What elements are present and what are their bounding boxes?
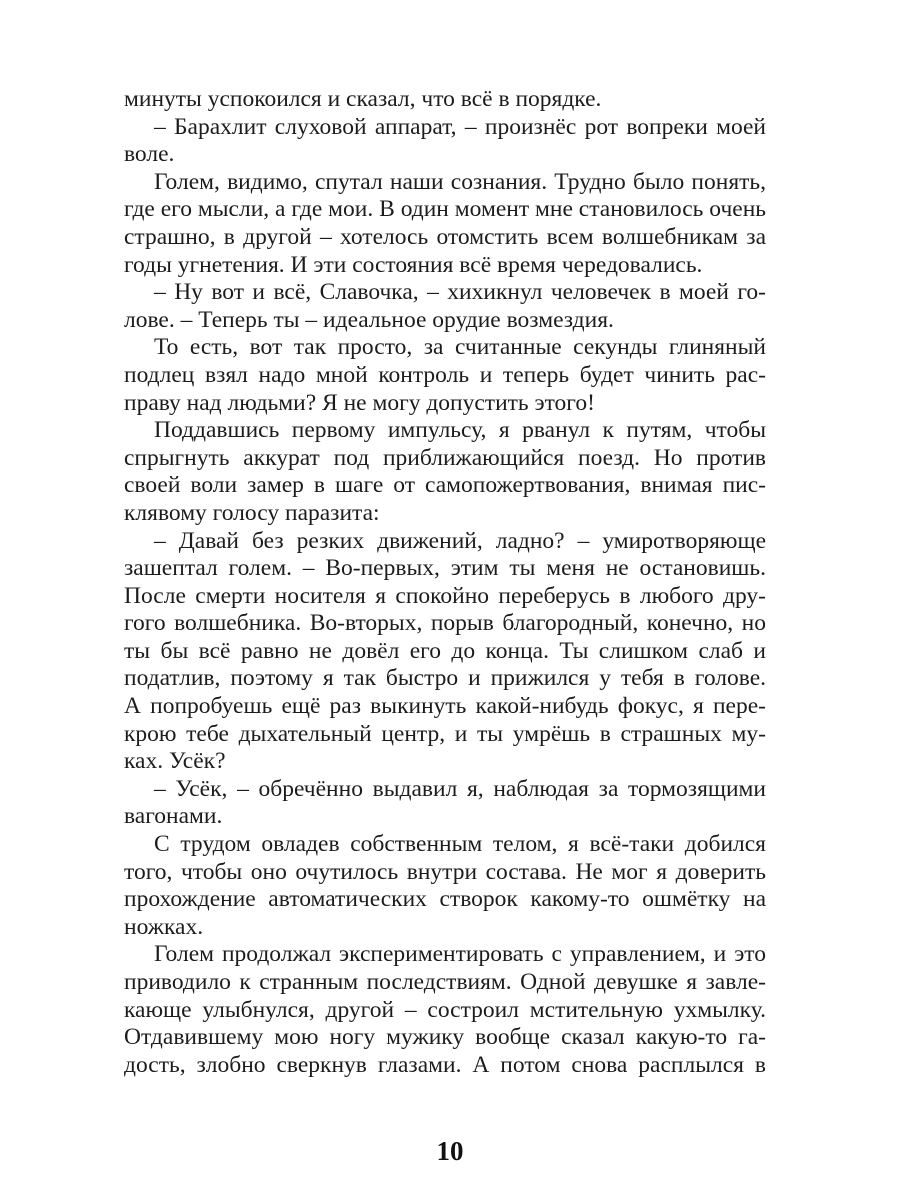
text-line: – Барахлит слуховой аппарат, – произнёс рот вопреки моей [154, 113, 766, 140]
text-line: крою тебе дыхательный центр, и ты умрёшь в страшных му- [124, 720, 766, 747]
text-line: воле. [124, 141, 175, 168]
text-line: прохождение автоматических створок какому-то ошмётку на [124, 886, 766, 913]
text-line: Поддавшись первому импульсу, я рванул к путям, чтобы [154, 417, 766, 444]
text-line: зашептал голем. – Во-первых, этим ты меня не остановишь. [124, 555, 766, 582]
text-line: С трудом овладев собственным телом, я всё-таки добился [154, 831, 766, 858]
text-line: То есть, вот так просто, за считанные секунды глиняный [154, 334, 766, 361]
text-line: А попробуешь ещё раз выкинуть какой-нибудь фокус, я пере- [124, 693, 766, 720]
text-line: подлец взял надо мной контроль и теперь будет чинить рас- [124, 361, 766, 388]
text-line: Голем продолжал экспериментировать с управлением, и это [154, 941, 766, 968]
text-line: ножках. [124, 913, 204, 940]
text-line: – Усёк, – обречённо выдавил я, наблюдая за тормозящими [154, 775, 766, 802]
body-text [124, 86, 766, 1079]
text-line: дость, злобно сверкнув глазами. А потом снова расплылся в [124, 1051, 766, 1078]
text-line: годы угнетения. И эти состояния всё время чередовались. [124, 251, 703, 278]
text-line: праву над людьми? Я не могу допустить этого! [124, 389, 595, 416]
text-line: спрыгнуть аккурат под приближающийся поезд. Но против [124, 444, 766, 471]
text-line: приводило к странным последствиям. Одной девушке я завле- [124, 969, 766, 995]
text-line: Голем, видимо, спутал наши сознания. Трудно было понять, [154, 168, 766, 195]
text-line: ты бы всё равно не довёл его до конца. Ты слишком слаб и [124, 637, 766, 664]
text-line: кающе улыбнулся, другой – состроил мстительную ухмылку. [124, 996, 766, 1023]
text-line: После смерти носителя я спокойно переберусь в любого дру- [124, 582, 766, 609]
text-line: страшно, в другой – хотелось отомстить всем волшебникам за [124, 223, 766, 250]
text-line: клявому голосу паразита: [124, 499, 380, 526]
text-line: вагонами. [124, 803, 223, 830]
page-number: 10 [436, 1136, 464, 1166]
text-line: – Давай без резких движений, ладно? – умиротворяюще [154, 527, 766, 554]
text-line: податлив, поэтому я так быстро и прижился у тебя в голове. [124, 665, 766, 692]
text-line: где его мысли, а где мои. В один момент мне становилось очень [124, 196, 766, 223]
text-line: Отдавившему мою ногу мужику вообще сказал какую-то га- [124, 1024, 766, 1051]
text-line: того, чтобы оно очутилось внутри состава. Не мог я доверить [124, 858, 766, 885]
text-line: ках. Усёк? [124, 748, 226, 775]
text-line: гого волшебника. Во-вторых, порыв благородный, конечно, но [124, 610, 766, 637]
text-line: своей воли замер в шаге от самопожертвования, внимая пис- [124, 472, 766, 499]
text-line: минуты успокоился и сказал, что всё в порядке. [124, 86, 602, 112]
text-line: лове. – Теперь ты – идеальное орудие возмездия. [124, 306, 614, 333]
text-line: – Ну вот и всё, Славочка, – хихикнул человечек в моей го- [154, 279, 766, 306]
